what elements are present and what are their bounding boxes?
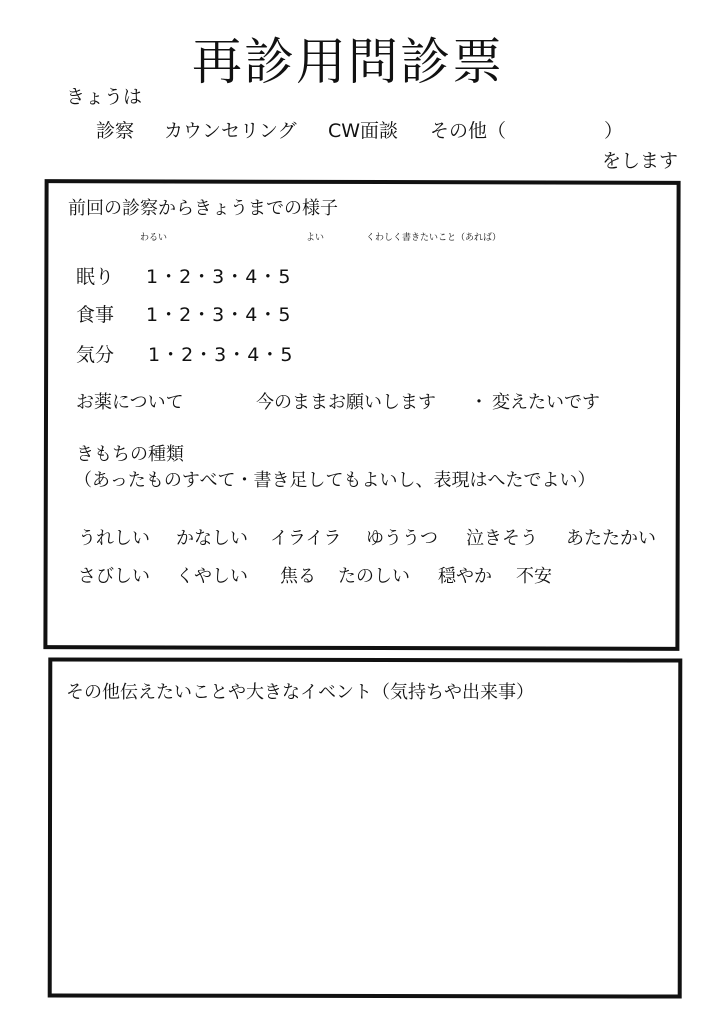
feeling-tanoshii[interactable]: たのしい [338,566,410,587]
condition-heading: 前回の診察からきょうまでの様子 [68,198,338,219]
feeling-yuuutsu[interactable]: ゆううつ [366,528,438,549]
feeling-fuan[interactable]: 不安 [516,566,552,587]
closing-text: をします [602,150,679,172]
today-label: きょうは [66,86,143,108]
rating-scale-sleep[interactable]: 1・2・3・4・5 [146,266,292,288]
feeling-sabishii[interactable]: さびしい [78,566,150,587]
other-notes-box[interactable] [48,657,683,998]
option-counseling[interactable]: カウンセリング [164,120,297,142]
option-shinsatsu[interactable]: 診察 [96,120,135,142]
feeling-odayaka[interactable]: 穏やか [438,566,492,587]
feelings-note: （あったものすべて・書き足してもよいし、表現はへたでよい） [74,470,596,491]
feeling-iraira[interactable]: イライラ [270,528,342,549]
other-notes-heading: その他伝えたいことや大きなイベント（気持ちや出来事） [66,682,534,703]
feeling-kanashii[interactable]: かなしい [176,528,248,549]
rating-scale-mood[interactable]: 1・2・3・4・5 [148,344,294,366]
rating-label-meals: 食事 [76,304,115,326]
rating-label-sleep: 眠り [76,266,115,288]
option-other[interactable]: その他（ [430,120,507,142]
feelings-heading: きもちの種類 [76,444,184,465]
rating-scale-meals[interactable]: 1・2・3・4・5 [146,304,292,326]
medicine-keep-option[interactable]: 今のままお願いします [256,392,436,413]
medicine-separator: ・ [470,392,488,413]
feeling-kuyashii[interactable]: くやしい [176,566,248,587]
scale-label-bad: わるい [140,233,168,243]
feeling-ureshii[interactable]: うれしい [78,528,150,549]
medicine-label: お薬について [76,392,184,413]
scale-label-good: よい [306,233,325,243]
other-close-paren: ） [604,120,624,142]
medicine-change-option[interactable]: 変えたいです [492,392,600,413]
rating-label-mood: 気分 [76,344,115,366]
feeling-nakisou[interactable]: 泣きそう [466,528,538,549]
feeling-atatakai[interactable]: あたたかい [566,528,656,549]
page-title: 再診用問診票 [192,33,504,91]
option-cw-mendan[interactable]: CW面談 [328,120,399,142]
scale-label-details: くわしく書きたいこと（あれば） [366,233,502,243]
feeling-aseru[interactable]: 焦る [280,566,316,587]
